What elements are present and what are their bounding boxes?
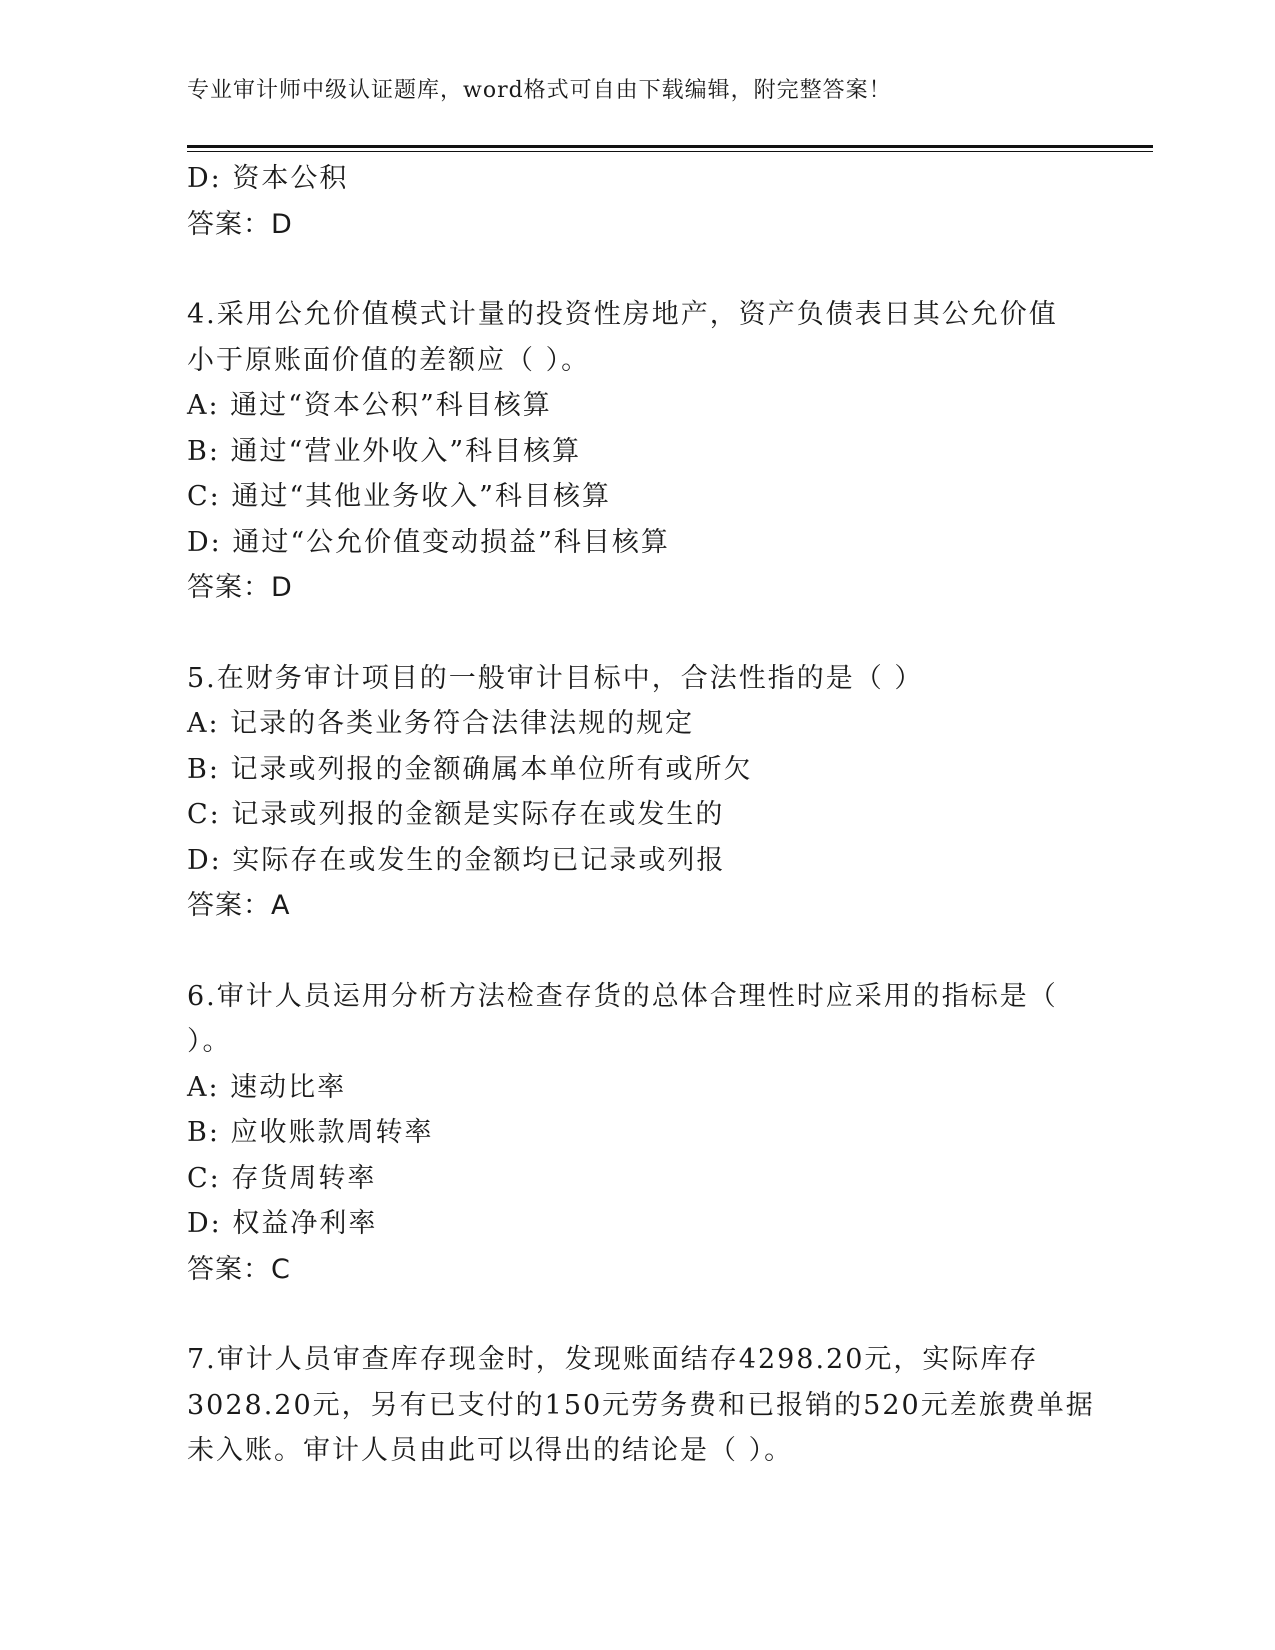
question-6-option-a: A: 速动比率	[187, 1071, 347, 1103]
question-5	[187, 656, 1087, 929]
question-4-option-c: C: 通过“其他业务收入”科目核算	[187, 481, 611, 512]
question-5-stem-line-1: 5.在财务审计项目的一般审计目标中，合法性指的是（ ）	[187, 662, 924, 694]
prev-answer: 答案：D	[187, 208, 293, 240]
question-4-stem-line-1: 4.采用公允价值模式计量的投资性房地产，资产负债表日其公允价值	[187, 299, 1058, 330]
question-7	[187, 1337, 1095, 1474]
question-5-answer: 答案：A	[187, 890, 291, 921]
question-7-stem-line-2: 3028.20元，另有已支付的150元劳务费和已报销的520元差旅费单据	[187, 1389, 1095, 1421]
spacer	[187, 929, 1087, 974]
prev-option-d: D: 资本公积	[187, 163, 349, 194]
spacer	[187, 1292, 1087, 1337]
spacer	[187, 247, 1087, 292]
question-4-option-b: B: 通过“营业外收入”科目核算	[187, 435, 582, 467]
question-5-option-d: D: 实际存在或发生的金额均已记录或列报	[187, 844, 726, 876]
question-4	[187, 292, 1087, 611]
question-5-option-b: B: 记录或列报的金额确属本单位所有或所欠	[187, 753, 753, 785]
question-6-option-d: D: 权益净利率	[187, 1208, 378, 1239]
question-4-option-a: A: 通过“资本公积”科目核算	[187, 390, 552, 421]
question-6-stem-line-1: 6.审计人员运用分析方法检查存货的总体合理性时应采用的指标是（	[187, 980, 1058, 1012]
question-5-option-c: C: 记录或列报的金额是实际存在或发生的	[187, 799, 725, 830]
question-6-stem-line-2: ）。	[187, 1026, 232, 1057]
question-7-stem-line-1: 7.审计人员审查库存现金时，发现账面结存4298.20元，实际库存	[187, 1344, 1039, 1375]
question-5-option-a: A: 记录的各类业务符合法律法规的规定	[187, 708, 695, 739]
question-6-option-b: B: 应收账款周转率	[187, 1117, 434, 1148]
question-6-answer: 答案：C	[187, 1253, 291, 1285]
question-6	[187, 974, 1087, 1293]
question-7-stem-line-3: 未入账。审计人员由此可以得出的结论是（ ）。	[187, 1435, 794, 1466]
header-divider	[187, 145, 1153, 148]
page-header: 专业审计师中级认证题库，word格式可自由下载编辑，附完整答案！	[187, 78, 892, 103]
question-6-option-c: C: 存货周转率	[187, 1162, 377, 1194]
spacer	[187, 611, 1087, 656]
question-4-option-d: D: 通过“公允价值变动损益”科目核算	[187, 526, 670, 558]
question-content	[187, 156, 1095, 1474]
question-4-stem-line-2: 小于原账面价值的差额应（ ）。	[187, 344, 591, 376]
question-4-answer: 答案：D	[187, 572, 293, 603]
